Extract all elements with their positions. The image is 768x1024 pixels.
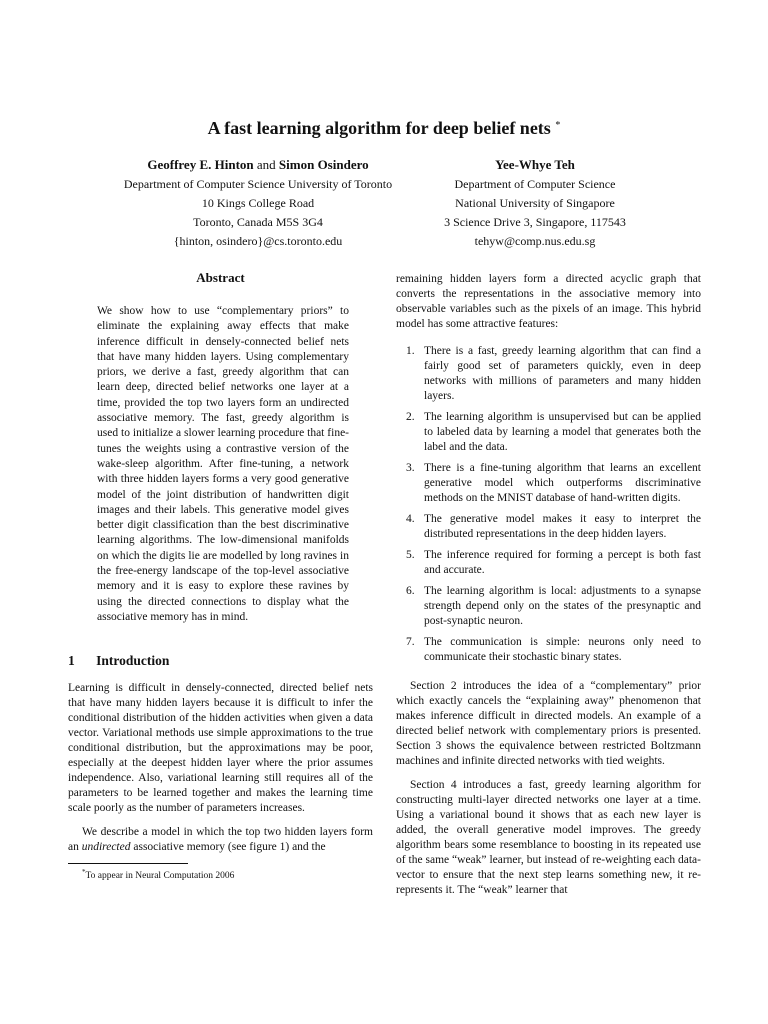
- footnote: [82, 866, 373, 882]
- list-item: [396, 461, 701, 506]
- address-singapore: 3 Science Drive 3, Singapore, 117543: [444, 215, 626, 229]
- affiliation-toronto: Department of Computer Science University of Toronto: [123, 177, 393, 191]
- right-column: [396, 272, 701, 898]
- left-column: [68, 270, 373, 882]
- section-number: 1: [68, 653, 75, 669]
- list-item-text: The learning algorithm is local: adjustments to a synapse strength depend only on the states of the presynaptic and post-synaptic neuron.: [424, 585, 701, 627]
- footnote-mark: *: [82, 868, 86, 877]
- author-hinton: Geoffrey E. Hinton: [147, 157, 254, 172]
- list-item-number: 6.: [406, 585, 415, 597]
- institution-singapore: National University of Singapore: [455, 196, 615, 210]
- section-heading-introduction: [68, 653, 373, 669]
- list-item: [396, 635, 701, 665]
- list-item-text: There is a fine-tuning algorithm that learns an excellent generative model which outperforms discriminative methods on the MNIST database of hand-written digits.: [424, 462, 701, 504]
- right-paragraph-1: remaining hidden layers form a directed acyclic graph that converts the representations in the associative memory into observable variables such as the pixels of an image. This hybrid model has some attractive features:: [396, 273, 701, 330]
- list-item: [396, 410, 701, 455]
- list-item-text: The generative model makes it easy to interpret the distributed representations in the deep hidden layers.: [424, 513, 701, 540]
- author-osindero: Simon Osindero: [278, 157, 369, 172]
- list-item-number: 7.: [406, 636, 415, 648]
- affiliation-singapore: Department of Computer Science: [454, 177, 616, 191]
- right-paragraph-3: Section 4 introduces a fast, greedy learning algorithm for constructing multi-layer directed networks one layer at a time. Using a variational bound it shows that as each new layer is added, the overall generative model improves. The greedy algorithm bears some resemblance to boosting in its repeated use of the same “weak” learner, but instead of re-weighting each data-vector to ensure that the next step learns something new, it re-represents it. The “weak” learner that: [396, 779, 701, 896]
- intro-p2-start: We describe a model in which the top two hidden layers form an: [68, 826, 373, 854]
- email-singapore: tehyw@comp.nus.edu.sg: [474, 234, 596, 248]
- feature-list: [396, 344, 701, 665]
- list-item-text: The communication is simple: neurons only need to communicate their stochastic binary states.: [424, 636, 701, 663]
- intro-paragraph-2: [68, 825, 373, 855]
- section-title: Introduction: [96, 653, 170, 669]
- list-item: [396, 548, 701, 578]
- intro-p2-end: associative memory (see figure 1) and the: [133, 841, 326, 854]
- list-item-number: 3.: [406, 462, 415, 474]
- list-item: [396, 584, 701, 629]
- abstract-heading: Abstract: [196, 270, 245, 285]
- title-text: A fast learning algorithm for deep belief nets: [207, 118, 551, 138]
- author-teh: Yee-Whye Teh: [495, 157, 575, 172]
- footnote-divider: [68, 863, 188, 864]
- list-item-number: 1.: [406, 345, 415, 357]
- list-item: [396, 512, 701, 542]
- list-item-number: 5.: [406, 549, 415, 561]
- author-and: and: [256, 157, 276, 172]
- address-line2-toronto: Toronto, Canada M5S 3G4: [193, 215, 323, 229]
- title-footnote-mark: *: [555, 120, 561, 131]
- list-item-text: The learning algorithm is unsupervised but can be applied to labeled data by learning a model that generates both the label and the data.: [424, 411, 701, 453]
- intro-p2-italic: undirected: [81, 841, 131, 854]
- list-item-number: 4.: [406, 513, 415, 525]
- list-item-text: There is a fast, greedy learning algorithm that can find a fairly good set of parameters quickly, even in deep networks with millions of parameters and many hidden layers.: [424, 345, 701, 402]
- address-line1-toronto: 10 Kings College Road: [201, 196, 315, 210]
- list-item-number: 2.: [406, 411, 415, 423]
- footnote-text: To appear in Neural Computation 2006: [85, 871, 235, 882]
- right-paragraph-2: Section 2 introduces the idea of a “complementary” prior which exactly cancels the “explaining away” phenomenon that makes inference difficult in directed models. An example of a directed belief network with complementary priors is presented. Section 3 shows the equivalence between restricted Boltzmann machines and infinite directed networks with tied weights.: [396, 680, 701, 767]
- intro-paragraph-1: Learning is difficult in densely-connected, directed belief nets that have many hidden layers because it is difficult to infer the conditional distribution of the hidden activities when given a data vector. Variational methods use simple approximations to the true conditional distribution, but the approximations may be poor, especially at the deepest hidden layer where the prior assumes independence. Also, variational learning still requires all of the parameters to be learned together and makes the learning time scale poorly as the number of parameters increases.: [68, 682, 373, 815]
- abstract-text: We show how to use “complementary priors” to eliminate the explaining away effects that make inference difficult in densely-connected belief nets that have many hidden layers. Using complementary priors, we derive a fast, greedy algorithm that can learn deep, directed belief networks one layer at a time, provided the top two layers form an undirected associative memory. The fast, greedy algorithm is used to initialize a slower learning procedure that fine-tunes the weights using a contrastive version of the wake-sleep algorithm. After fine-tuning, a network with three hidden layers forms a very good generative model of the joint distribution of handwritten digit images and their labels. This generative model gives better digit classification than the best discriminative learning algorithms. The low-dimensional manifolds on which the digits lie are modelled by long ravines in the free-energy landscape of the top-level associative memory and it is easy to explore these ravines by using the directed connections to display what the associative memory has in mind.: [97, 305, 349, 623]
- email-toronto: {hinton, osindero}@cs.toronto.edu: [173, 234, 343, 248]
- paper-title: [0, 118, 768, 139]
- author-block-singapore: [390, 155, 680, 251]
- list-item: [396, 344, 701, 404]
- list-item-text: The inference required for forming a percept is both fast and accurate.: [424, 549, 701, 576]
